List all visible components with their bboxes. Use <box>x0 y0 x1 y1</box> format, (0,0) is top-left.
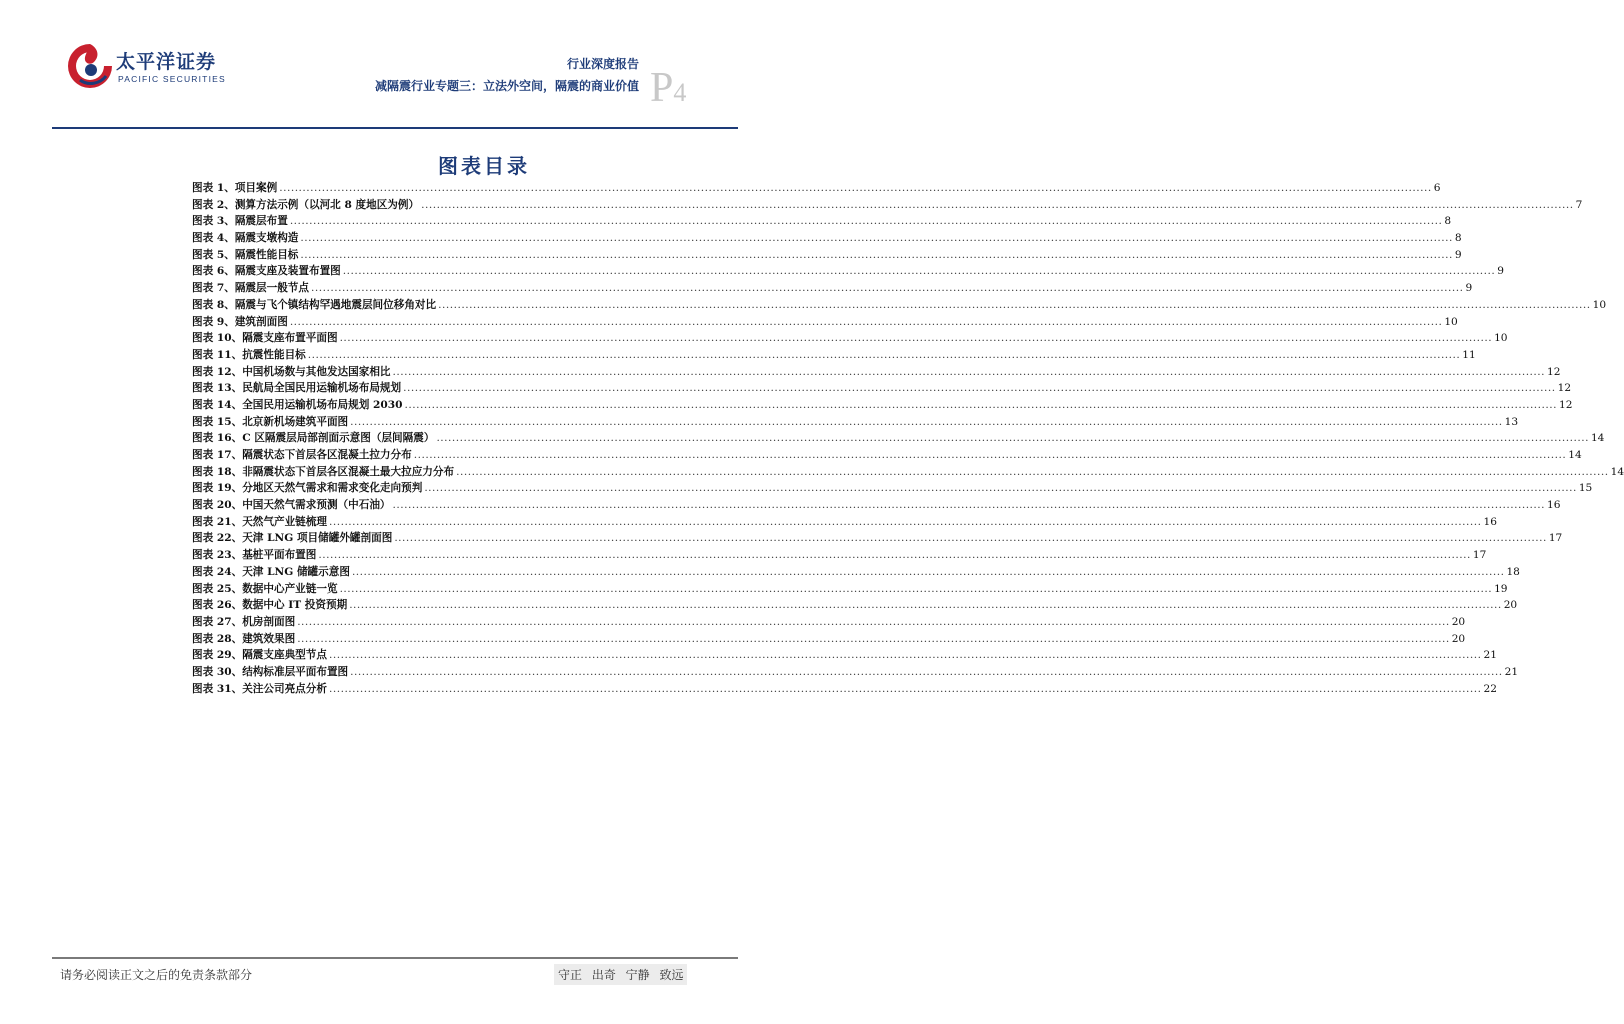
toc-entry-title[interactable]: 图表 13、民航局全国民用运输机场布局规划 <box>192 382 402 395</box>
toc-dot-leader: .......................................................................................................................................................................................................................................................................................................... <box>318 549 1471 562</box>
page-letter: P <box>650 65 674 111</box>
toc-entry[interactable] <box>192 380 1572 397</box>
toc-entry-page[interactable]: 14 <box>1568 449 1582 461</box>
toc-entry[interactable] <box>192 530 1563 547</box>
toc-entry-page[interactable]: 8 <box>1444 215 1452 228</box>
toc-dot-leader: .......................................................................................................................................................................................................................................................................................................... <box>436 432 1589 445</box>
pacific-securities-logo-icon <box>64 40 116 92</box>
report-title: 减隔震行业专题三：立法外空间，隔震的商业价值 <box>374 79 639 93</box>
toc-entry-title[interactable]: 图表 6、隔震支座及装置布置图 <box>192 265 341 278</box>
toc-entry[interactable] <box>192 480 1593 497</box>
toc-entry-title[interactable]: 图表 23、基桩平面布置图 <box>192 549 317 562</box>
toc-entry-title[interactable]: 图表 18、非隔震状态下首层各区混凝土最大拉应力分布 <box>192 465 455 478</box>
toc-entry[interactable] <box>192 347 1476 364</box>
toc-entry[interactable] <box>192 297 1607 314</box>
toc-entry-title[interactable]: 图表 29、隔震支座典型节点 <box>192 649 327 662</box>
toc-entry-title[interactable]: 图表 30、结构标准层平面布置图 <box>192 665 349 678</box>
toc-entry-page[interactable]: 7 <box>1575 198 1583 211</box>
toc-entry-title[interactable]: 图表 19、分地区天然气需求和需求变化走向预判 <box>192 482 423 495</box>
toc-entry[interactable] <box>192 263 1505 280</box>
toc-dot-leader: .......................................................................................................................................................................................................................................................................................................... <box>404 398 1558 411</box>
toc-entry-page[interactable]: 19 <box>1494 582 1508 595</box>
toc-entry-page[interactable]: 21 <box>1504 665 1519 678</box>
toc-entry-page[interactable]: 9 <box>1465 282 1473 295</box>
toc-entry[interactable] <box>192 364 1561 381</box>
toc-entry-page[interactable]: 16 <box>1547 499 1561 512</box>
toc-dot-leader: .......................................................................................................................................................................................................................................................................................................... <box>328 515 1482 528</box>
toc-entry[interactable] <box>192 464 1624 481</box>
toc-entry[interactable] <box>192 547 1487 564</box>
toc-entry-title[interactable]: 图表 12、中国机场数与其他发达国家相比 <box>192 365 391 378</box>
toc-entry[interactable] <box>192 614 1466 631</box>
toc-entry-title[interactable]: 图表 24、天津 LNG 储罐示意图 <box>192 565 350 578</box>
toc-entry-page[interactable]: 13 <box>1504 415 1519 428</box>
page-digit: 4 <box>673 78 687 107</box>
toc-dot-leader: .......................................................................................................................................................................................................................................................................................................... <box>350 415 1503 428</box>
toc-entry[interactable] <box>192 430 1605 447</box>
toc-entry[interactable] <box>192 564 1520 581</box>
toc-dot-leader: .......................................................................................................................................................................................................................................................................................................... <box>342 265 1496 278</box>
toc-entry-title[interactable]: 图表 1、项目案例 <box>192 182 278 194</box>
toc-heading: 图表目录 <box>438 154 530 178</box>
toc-dot-leader: .......................................................................................................................................................................................................................................................................................................... <box>300 232 1453 245</box>
toc-entry-title[interactable]: 图表 8、隔震与飞个镇结构罕遇地震层间位移角对比 <box>192 298 437 311</box>
toc-entry-title[interactable]: 图表 16、C 区隔震层局部剖面示意图（层间隔震） <box>192 432 435 445</box>
toc-entry[interactable] <box>192 447 1582 464</box>
toc-dot-leader: .......................................................................................................................................................................................................................................................................................................... <box>349 599 1502 612</box>
toc-entry-title[interactable]: 图表 28、建筑效果图 <box>192 632 296 645</box>
toc-entry[interactable] <box>192 330 1508 347</box>
toc-entry-page[interactable]: 8 <box>1454 232 1462 245</box>
toc-entry[interactable] <box>192 230 1462 247</box>
toc-entry-title[interactable]: 图表 10、隔震支座布置平面图 <box>192 332 338 345</box>
toc-entry-title[interactable]: 图表 2、测算方法示例（以河北 8 度地区为例） <box>192 198 420 211</box>
company-logo <box>64 40 234 95</box>
toc-entry-title[interactable]: 图表 15、北京新机场建筑平面图 <box>192 415 349 428</box>
toc-dot-leader: .......................................................................................................................................................................................................................................................................................................... <box>392 365 1546 378</box>
toc-entry[interactable] <box>192 213 1452 230</box>
toc-dot-leader: .......................................................................................................................................................................................................................................................................................................... <box>392 499 1546 512</box>
toc-entry-title[interactable]: 图表 27、机房剖面图 <box>192 615 296 628</box>
toc-entry-page[interactable]: 12 <box>1557 382 1572 395</box>
toc-dot-leader: .......................................................................................................................................................................................................................................................................................................... <box>339 332 1493 345</box>
footer-divider <box>52 957 738 959</box>
toc-entry-title[interactable]: 图表 25、数据中心产业链一览 <box>192 582 338 595</box>
toc-entry[interactable] <box>192 664 1519 681</box>
toc-dot-leader: .......................................................................................................................................................................................................................................................................................................... <box>297 632 1450 645</box>
toc-entry-page[interactable]: 17 <box>1548 532 1563 545</box>
toc-entry-page[interactable]: 6 <box>1433 182 1441 194</box>
toc-dot-leader: .......................................................................................................................................................................................................................................................................................................... <box>328 649 1482 662</box>
toc-entry-title[interactable]: 图表 4、隔震支墩构造 <box>192 232 299 245</box>
toc-entry-title[interactable]: 图表 17、隔震状态下首层各区混凝土拉力分布 <box>192 449 412 461</box>
toc-entry-page[interactable]: 10 <box>1444 315 1458 328</box>
toc-entry[interactable] <box>192 280 1473 297</box>
toc-entry-page[interactable]: 20 <box>1503 599 1518 612</box>
toc-dot-leader: .......................................................................................................................................................................................................................................................................................................... <box>424 482 1577 495</box>
toc-dot-leader: .......................................................................................................................................................................................................................................................................................................... <box>297 615 1450 628</box>
toc-entry-page[interactable]: 20 <box>1451 615 1466 628</box>
toc-dot-leader: .......................................................................................................................................................................................................................................................................................................... <box>403 382 1556 395</box>
logo-chinese-name: 太平洋证券 <box>116 51 217 73</box>
toc-entry-page[interactable]: 15 <box>1578 482 1593 495</box>
toc-dot-leader: .......................................................................................................................................................................................................................................................................................................... <box>307 348 1461 361</box>
toc-list <box>192 180 1624 697</box>
toc-entry-page[interactable]: 18 <box>1506 565 1520 578</box>
report-type: 行业深度报告 <box>566 57 639 71</box>
toc-entry-page[interactable]: 11 <box>1462 348 1476 361</box>
toc-entry-title[interactable]: 图表 20、中国天然气需求预测（中石油） <box>192 499 391 512</box>
toc-dot-leader: .......................................................................................................................................................................................................................................................................................................... <box>456 465 1609 478</box>
toc-dot-leader: .......................................................................................................................................................................................................................................................................................................... <box>328 682 1482 695</box>
toc-entry-page[interactable]: 9 <box>1454 248 1462 261</box>
toc-entry-page[interactable]: 22 <box>1483 682 1497 695</box>
toc-entry[interactable] <box>192 180 1441 197</box>
toc-entry[interactable] <box>192 247 1462 264</box>
toc-dot-leader: .......................................................................................................................................................................................................................................................................................................... <box>311 282 1464 295</box>
company-motto: 守正 出奇 宁静 致远 <box>554 964 687 985</box>
toc-dot-leader: .......................................................................................................................................................................................................................................................................................................... <box>350 665 1503 678</box>
logo-english-name: PACIFIC SECURITIES <box>118 74 226 84</box>
toc-entry[interactable] <box>192 631 1466 648</box>
toc-entry-title[interactable]: 图表 26、数据中心 IT 投资预期 <box>192 599 348 612</box>
toc-dot-leader: .......................................................................................................................................................................................................................................................................................................... <box>438 298 1591 311</box>
toc-entry[interactable] <box>192 581 1508 598</box>
toc-entry[interactable] <box>192 597 1518 614</box>
toc-dot-leader: .......................................................................................................................................................................................................................................................................................................... <box>413 449 1567 461</box>
toc-entry-title[interactable]: 图表 22、天津 LNG 项目储罐外罐剖面图 <box>192 532 393 545</box>
toc-entry[interactable] <box>192 314 1458 331</box>
toc-entry[interactable] <box>192 497 1561 514</box>
disclaimer-text: 请务必阅读正文之后的免责条款部分 <box>60 968 253 982</box>
header-divider <box>52 127 738 129</box>
toc-entry[interactable] <box>192 514 1497 531</box>
page-number <box>650 67 686 114</box>
toc-entry-page[interactable]: 16 <box>1483 515 1497 528</box>
toc-entry-page[interactable]: 12 <box>1559 398 1573 411</box>
toc-entry-page[interactable]: 12 <box>1547 365 1561 378</box>
toc-dot-leader: .......................................................................................................................................................................................................................................................................................................... <box>351 565 1505 578</box>
toc-dot-leader: .......................................................................................................................................................................................................................................................................................................... <box>394 532 1547 545</box>
toc-dot-leader: .......................................................................................................................................................................................................................................................................................................... <box>289 215 1443 228</box>
toc-entry-title[interactable]: 图表 5、隔震性能目标 <box>192 248 299 261</box>
toc-dot-leader: .......................................................................................................................................................................................................................................................................................................... <box>421 198 1574 211</box>
toc-entry[interactable] <box>192 414 1519 431</box>
toc-entry-title[interactable]: 图表 7、隔震层一般节点 <box>192 282 309 295</box>
toc-dot-leader: .......................................................................................................................................................................................................................................................................................................... <box>279 182 1432 194</box>
toc-entry-page[interactable]: 17 <box>1472 549 1487 562</box>
toc-entry-page[interactable]: 20 <box>1451 632 1466 645</box>
toc-entry-page[interactable]: 14 <box>1610 465 1624 478</box>
toc-entry-title[interactable]: 图表 11、抗震性能目标 <box>192 348 306 361</box>
toc-entry[interactable] <box>192 647 1497 664</box>
toc-dot-leader: .......................................................................................................................................................................................................................................................................................................... <box>339 582 1493 595</box>
toc-entry-page[interactable]: 10 <box>1592 298 1607 311</box>
toc-entry-title[interactable]: 图表 9、建筑剖面图 <box>192 315 288 328</box>
toc-entry-title[interactable]: 图表 3、隔震层布置 <box>192 215 288 228</box>
toc-entry-title[interactable]: 图表 14、全国民用运输机场布局规划 2030 <box>192 398 403 411</box>
toc-entry-page[interactable]: 21 <box>1483 649 1497 662</box>
toc-entry-page[interactable]: 9 <box>1497 265 1505 278</box>
toc-entry-title[interactable]: 图表 21、天然气产业链梳理 <box>192 515 327 528</box>
toc-dot-leader: .......................................................................................................................................................................................................................................................................................................... <box>289 315 1443 328</box>
toc-entry[interactable] <box>192 197 1583 214</box>
toc-entry-page[interactable]: 10 <box>1494 332 1508 345</box>
toc-entry-page[interactable]: 14 <box>1590 432 1605 445</box>
toc-dot-leader: .......................................................................................................................................................................................................................................................................................................... <box>300 248 1453 261</box>
toc-entry[interactable] <box>192 681 1497 698</box>
toc-entry[interactable] <box>192 397 1573 414</box>
toc-entry-title[interactable]: 图表 31、关注公司亮点分析 <box>192 682 327 695</box>
